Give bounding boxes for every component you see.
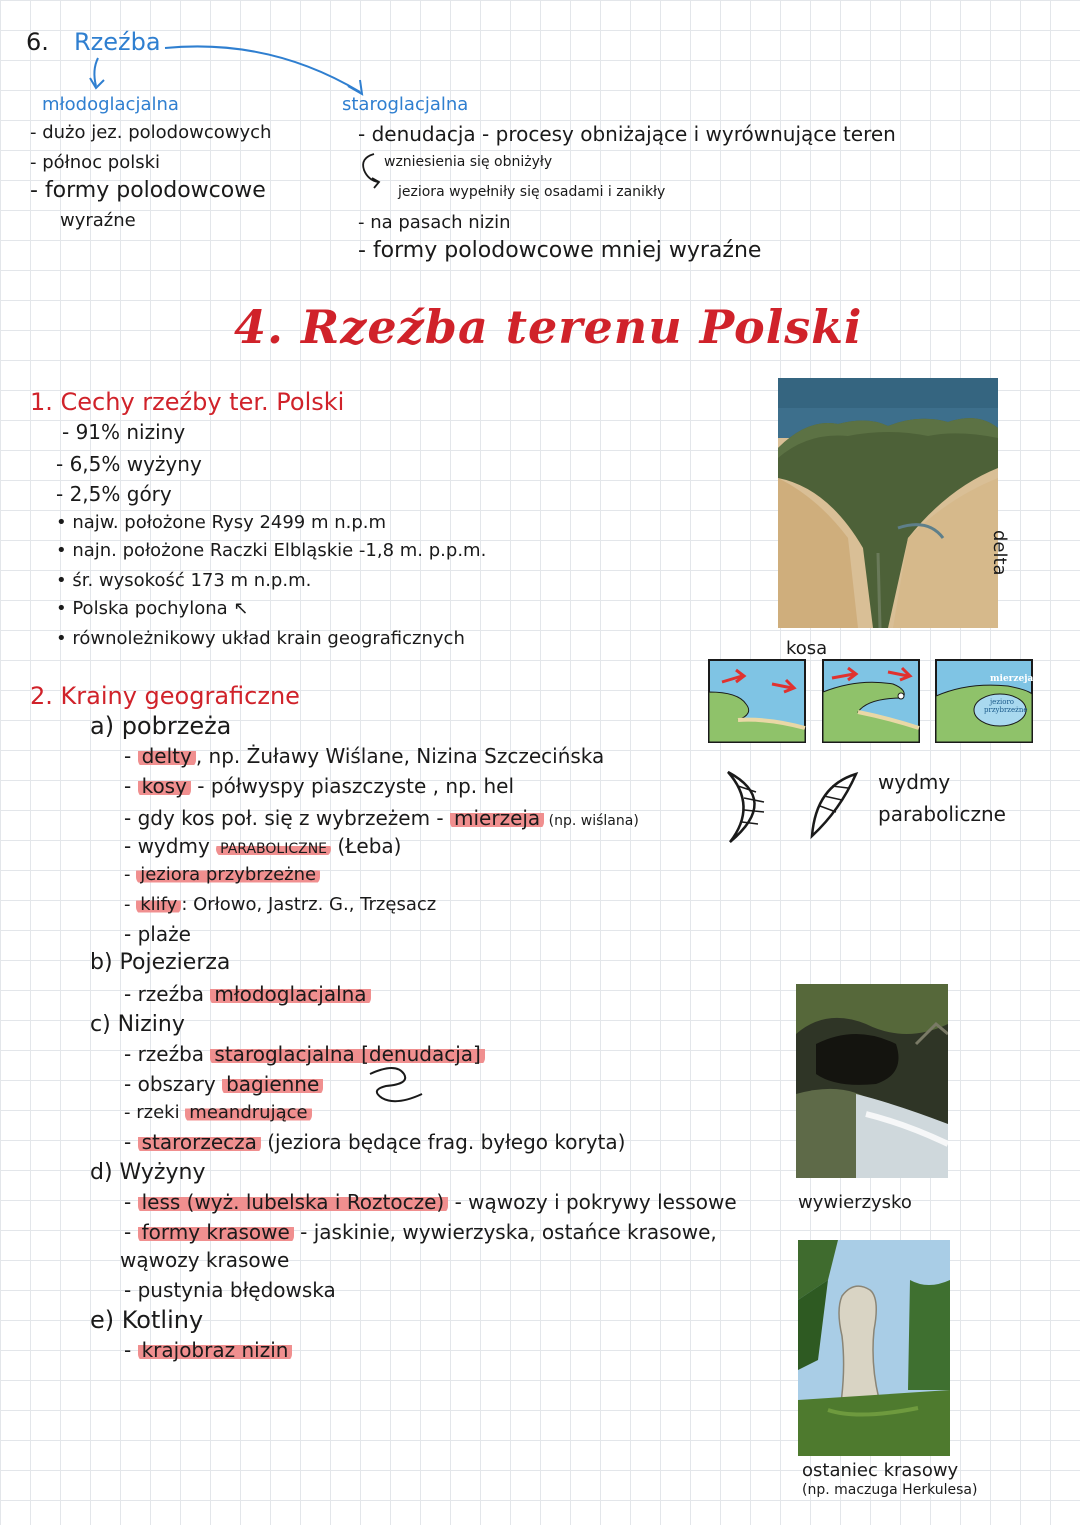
region-item: - starorzecza (jeziora będące frag. byłego koryta) xyxy=(124,1130,626,1154)
feature-item: - 2,5% góry xyxy=(56,482,172,506)
region-item: - krajobraz nizin xyxy=(124,1338,292,1362)
region-item: - rzeźba młodoglacjalna xyxy=(124,982,371,1006)
feature-item: • śr. wysokość 173 m n.p.m. xyxy=(56,570,312,591)
spring-caption: wywierzysko xyxy=(798,1192,912,1213)
feature-item: - 6,5% wyżyny xyxy=(56,452,202,476)
right-item: - denudacja - procesy obniżające i wyrównujące teren xyxy=(358,122,896,146)
feature-item: • Polska pochylona ↖ xyxy=(56,598,249,619)
right-item: - formy polodowcowe mniej wyraźne xyxy=(358,238,762,263)
region-item: - rzeki meandrujące xyxy=(124,1102,312,1123)
rock-photo-image xyxy=(798,1240,950,1456)
meander-icon xyxy=(366,1064,426,1112)
diagram-label-mierzeja: mierzeja xyxy=(990,674,1034,684)
region-item: - klify : Orłowo, Jastrz. G., Trzęsacz xyxy=(124,894,437,915)
diagram-label-przybrzezne: przybrzeżne xyxy=(984,706,1028,714)
page-title: 4. Rzeźba terenu Polski xyxy=(234,300,863,354)
region-label: a) pobrzeża xyxy=(90,712,232,740)
rock-caption: (np. maczuga Herkulesa) xyxy=(802,1482,978,1498)
delta-photo xyxy=(778,378,998,628)
region-item: - less (wyż. lubelska i Roztocze) - wąwozy i pokrywy lessowe xyxy=(124,1190,737,1214)
curved-arrow-icon xyxy=(356,148,384,190)
dunes-caption: paraboliczne xyxy=(878,802,1006,826)
feature-item: • równoleżnikowy układ krain geograficznych xyxy=(56,628,465,649)
region-item: - kosy - półwyspy piaszczyste , np. hel xyxy=(124,774,515,798)
rock-caption: ostaniec krasowy xyxy=(802,1460,959,1481)
delta-caption: delta xyxy=(989,530,1010,576)
region-item: wąwozy krasowe xyxy=(120,1248,290,1272)
region-item: - gdy kos poł. się z wybrzeżem - mierzeja (np. wiślana) xyxy=(124,806,639,830)
left-item: - dużo jez. polodowcowych xyxy=(30,122,272,143)
left-item: - formy polodowcowe xyxy=(30,178,266,203)
spring-photo-image xyxy=(796,984,948,1178)
region-label: b) Pojezierza xyxy=(90,950,231,975)
dunes-caption: wydmy xyxy=(878,770,951,794)
region-item: - wydmy PARABOLICZNE (Łeba) xyxy=(124,834,402,858)
diagram-label-jezioro: jezioro xyxy=(990,698,1015,706)
region-label: e) Kotliny xyxy=(90,1306,204,1334)
right-branch-label: staroglacjalna xyxy=(342,94,469,115)
section-number: 6. xyxy=(26,28,49,56)
left-item: wyraźne xyxy=(60,210,136,231)
parabolic-dunes-icon xyxy=(720,766,870,846)
section-heading: Rzeźba xyxy=(74,28,161,56)
feature-item: • najn. położone Raczki Elbląskie -1,8 m. p.p.m. xyxy=(56,540,487,561)
region-label: d) Wyżyny xyxy=(90,1160,206,1185)
region-item: - pustynia błędowska xyxy=(124,1278,336,1302)
region-item: - delty , np. Żuławy Wiślane, Nizina Szczecińska xyxy=(124,744,605,768)
right-item: jeziora wypełniły się osadami i zanikły xyxy=(398,184,666,200)
spit-diagram xyxy=(708,658,1034,744)
spring-photo xyxy=(796,984,948,1178)
region-item: - formy krasowe - jaskinie, wywierzyska, ostańce krasowe, xyxy=(124,1220,717,1244)
left-branch-label: młodoglacjalna xyxy=(42,94,179,115)
kosa-caption: kosa xyxy=(786,638,828,659)
feature-item: • najw. położone Rysy 2499 m n.p.m xyxy=(56,512,387,533)
region-item: - obszary bagienne xyxy=(124,1072,323,1096)
left-item: - północ polski xyxy=(30,152,161,173)
right-item: wzniesienia się obniżyły xyxy=(384,154,553,170)
region-item: - jeziora przybrzeżne xyxy=(124,864,320,885)
rock-photo xyxy=(798,1240,950,1456)
right-item: - na pasach nizin xyxy=(358,212,511,233)
region-label: c) Niziny xyxy=(90,1012,185,1037)
region-item: - rzeźba staroglacjalna [denudacja] xyxy=(124,1042,485,1066)
feature-item: - 91% niziny xyxy=(62,420,186,444)
features-heading: 1. Cechy rzeźby ter. Polski xyxy=(30,388,345,416)
regions-heading: 2. Krainy geograficzne xyxy=(30,682,300,710)
region-item: - plaże xyxy=(124,922,191,946)
delta-photo-image xyxy=(778,378,998,628)
